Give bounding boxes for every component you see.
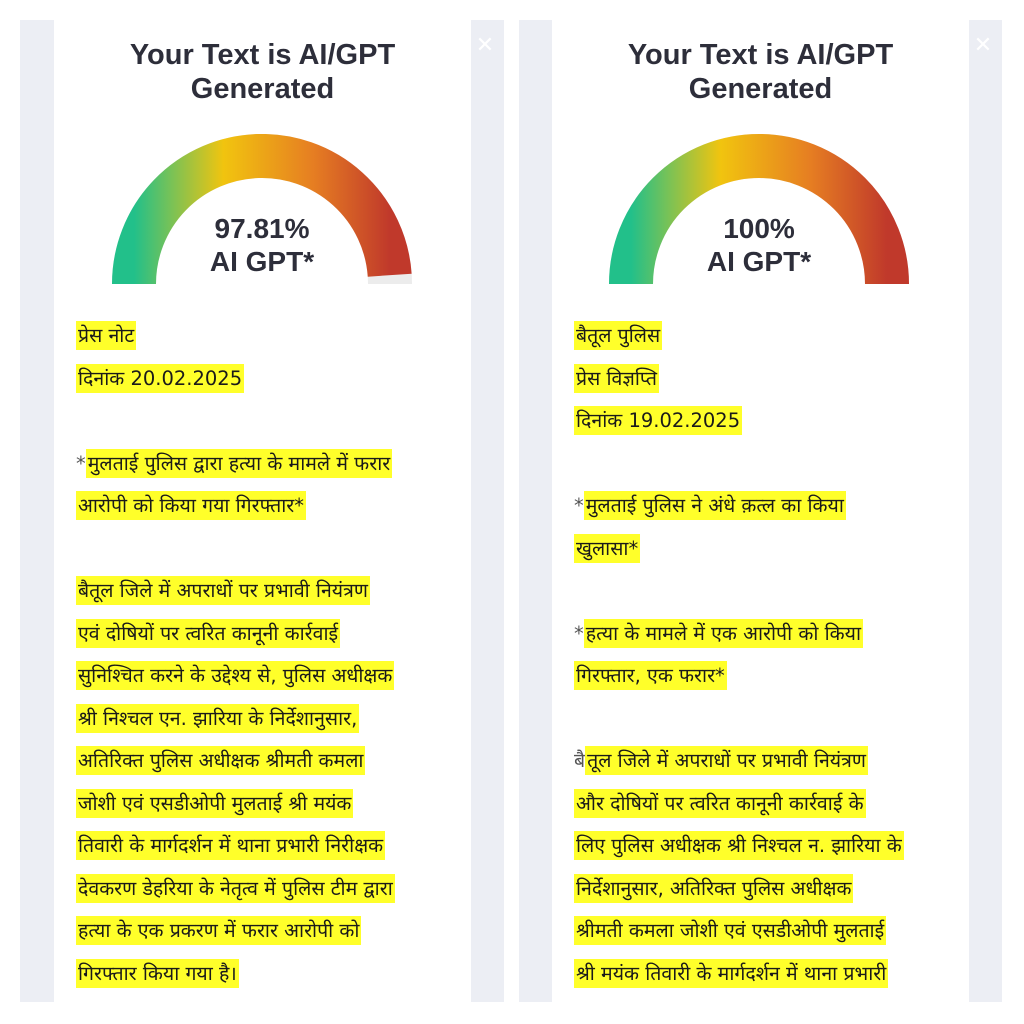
ai-score-gauge bbox=[112, 134, 412, 288]
text-line bbox=[574, 443, 955, 486]
text-line bbox=[76, 400, 457, 443]
ai-highlighted-text: निर्देशानुसार, अतिरिक्त पुलिस अधीक्षक bbox=[574, 874, 853, 903]
text-line bbox=[574, 315, 955, 358]
text-line bbox=[76, 825, 457, 868]
ai-score-label: AI GPT* bbox=[706, 246, 812, 277]
title-line-1: Your Text is AI/GPT bbox=[129, 39, 396, 71]
result-title bbox=[552, 38, 969, 106]
ai-highlighted-text: हत्या के एक प्रकरण में फरार आरोपी को bbox=[76, 916, 361, 945]
ai-highlighted-text: तूल जिले में अपराधों पर प्रभावी नियंत्रण bbox=[585, 746, 868, 775]
text-line bbox=[574, 400, 955, 443]
text-line bbox=[574, 485, 955, 528]
text-line bbox=[574, 825, 955, 868]
result-panel-left bbox=[20, 20, 504, 1002]
text-line bbox=[574, 528, 955, 571]
unhighlighted-text: * bbox=[574, 494, 584, 517]
ai-highlighted-text: और दोषियों पर त्वरित कानूनी कार्रवाई के bbox=[574, 789, 866, 818]
text-line bbox=[76, 783, 457, 826]
gauge-readout bbox=[609, 212, 909, 278]
text-line bbox=[574, 783, 955, 826]
ai-score-value: 97.81% bbox=[214, 213, 310, 244]
unhighlighted-text: बै bbox=[574, 749, 586, 772]
ai-highlighted-text: देवकरण डेहरिया के नेतृत्व में पुलिस टीम द्वारा bbox=[76, 874, 395, 903]
ai-highlighted-text: श्री निश्चल एन. झारिया के निर्देशानुसार, bbox=[76, 704, 359, 733]
text-line bbox=[574, 740, 955, 783]
close-icon[interactable]: ✕ bbox=[475, 33, 495, 58]
ai-highlighted-text: एवं दोषियों पर त्वरित कानूनी कार्रवाई bbox=[76, 619, 340, 648]
ai-highlighted-text: गिरफ्तार किया गया है। bbox=[76, 959, 239, 988]
ai-highlighted-text: जोशी एवं एसडीओपी मुलताई श्री मयंक bbox=[76, 789, 353, 818]
text-line bbox=[574, 358, 955, 401]
ai-highlighted-text: मुलताई पुलिस द्वारा हत्या के मामले में फरार bbox=[86, 449, 392, 478]
result-panel-right bbox=[519, 20, 1002, 1002]
text-line bbox=[574, 613, 955, 656]
ai-highlighted-text: दिनांक 20.02.2025 bbox=[76, 364, 244, 393]
ai-highlighted-text: लिए पुलिस अधीक्षक श्री निश्चल न. झारिया के bbox=[574, 831, 904, 860]
ai-highlighted-text: सुनिश्चित करने के उद्देश्य से, पुलिस अधीक्षक bbox=[76, 661, 394, 690]
text-line bbox=[76, 740, 457, 783]
result-title bbox=[54, 38, 471, 106]
analyzed-text bbox=[76, 315, 457, 995]
ai-highlighted-text: श्री मयंक तिवारी के मार्गदर्शन में थाना प्रभारी bbox=[574, 959, 888, 988]
result-card bbox=[54, 20, 471, 1002]
ai-highlighted-text: तिवारी के मार्गदर्शन में थाना प्रभारी निरीक्षक bbox=[76, 831, 385, 860]
text-line bbox=[76, 655, 457, 698]
text-line bbox=[76, 315, 457, 358]
ai-highlighted-text: मुलताई पुलिस ने अंधे क़त्ल का किया bbox=[584, 491, 846, 520]
ai-highlighted-text: हत्या के मामले में एक आरोपी को किया bbox=[584, 619, 863, 648]
unhighlighted-text: * bbox=[76, 451, 86, 475]
gauge-readout bbox=[112, 212, 412, 278]
ai-highlighted-text: गिरफ्तार, एक फरार* bbox=[574, 661, 727, 690]
text-line bbox=[76, 698, 457, 741]
ai-score-value: 100% bbox=[723, 213, 795, 244]
text-line bbox=[574, 698, 955, 741]
ai-score-gauge bbox=[609, 134, 909, 288]
close-icon[interactable]: ✕ bbox=[973, 33, 993, 58]
ai-highlighted-text: बैतूल पुलिस bbox=[574, 321, 662, 350]
text-line bbox=[76, 358, 457, 401]
text-line bbox=[574, 570, 955, 613]
title-line-2: Generated bbox=[190, 73, 335, 105]
text-line bbox=[76, 485, 457, 528]
result-card bbox=[552, 20, 969, 1002]
ai-highlighted-text: प्रेस नोट bbox=[76, 321, 136, 350]
ai-highlighted-text: दिनांक 19.02.2025 bbox=[574, 406, 742, 435]
title-line-2: Generated bbox=[688, 73, 833, 105]
text-line bbox=[574, 868, 955, 911]
text-line bbox=[76, 613, 457, 656]
ai-highlighted-text: खुलासा* bbox=[574, 534, 640, 563]
ai-highlighted-text: अतिरिक्त पुलिस अधीक्षक श्रीमती कमला bbox=[76, 746, 365, 775]
text-line bbox=[76, 528, 457, 571]
text-line bbox=[76, 910, 457, 953]
text-line bbox=[76, 953, 457, 996]
text-line bbox=[574, 655, 955, 698]
text-line bbox=[574, 953, 955, 996]
unhighlighted-text: * bbox=[574, 621, 584, 645]
ai-highlighted-text: श्रीमती कमला जोशी एवं एसडीओपी मुलताई bbox=[574, 916, 886, 945]
analyzed-text bbox=[574, 315, 955, 995]
text-line bbox=[76, 570, 457, 613]
ai-highlighted-text: बैतूल जिले में अपराधों पर प्रभावी नियंत्रण bbox=[76, 576, 370, 605]
title-line-1: Your Text is AI/GPT bbox=[627, 39, 894, 71]
text-line bbox=[76, 443, 457, 486]
ai-highlighted-text: प्रेस विज्ञप्ति bbox=[574, 364, 659, 393]
ai-highlighted-text: आरोपी को किया गया गिरफ्तार* bbox=[76, 491, 306, 520]
ai-score-label: AI GPT* bbox=[209, 246, 315, 277]
text-line bbox=[76, 868, 457, 911]
text-line bbox=[574, 910, 955, 953]
